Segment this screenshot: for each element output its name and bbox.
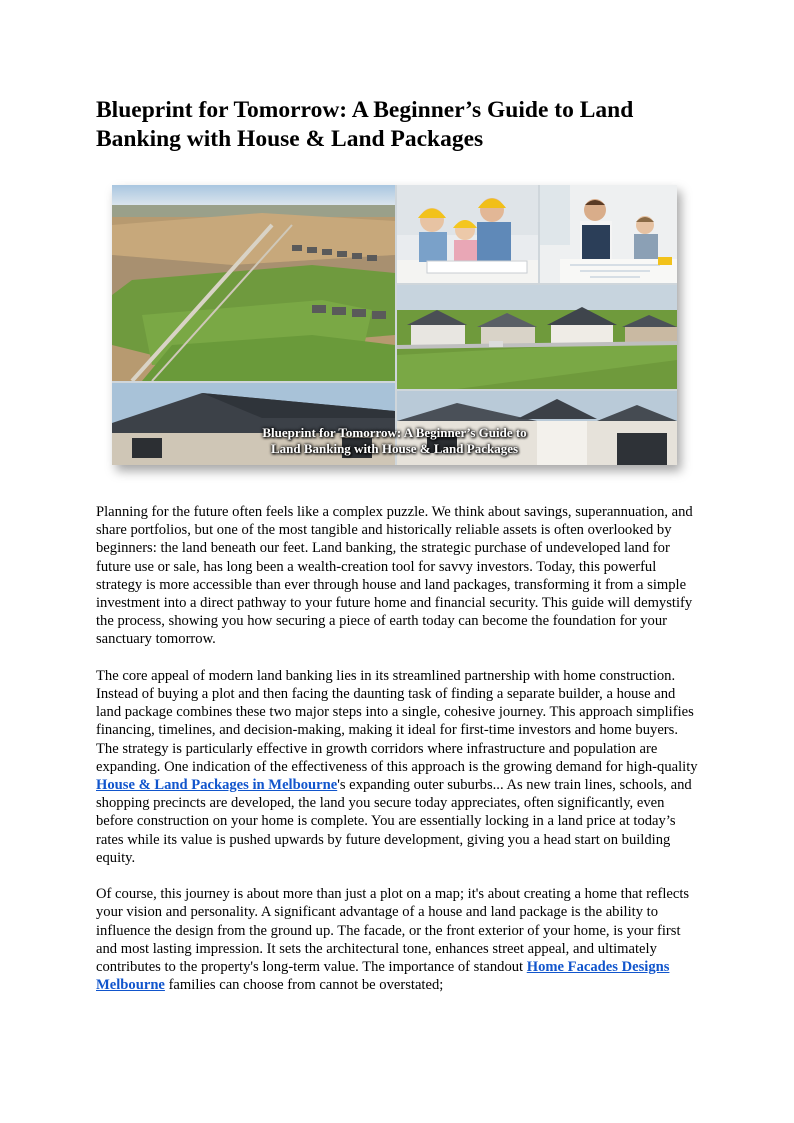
- paragraph-core-appeal: [96, 667, 702, 867]
- paragraph-intro: Planning for the future often feels like a complex puzzle. We think about savings, superannuation, and share portfolios, but one of the most tangible and historically reliable assets is often overlooked by beginners: the land beneath our feet. Land banking, the strategic purchase of undeveloped land for future use or sale, has long been a wealth-creation tool for savvy investors. Today, this powerful strategy is more accessible than ever through house and land packages, transforming it from a simple investment into a direct pathway to your future home and financial security. This guide will demystify the process, showing you how securing a piece of earth today can become the foundation for your sanctuary tomorrow.: [96, 504, 693, 648]
- article-body: [96, 503, 702, 1013]
- house-land-packages-link[interactable]: House & Land Packages in Melbourne: [96, 777, 338, 794]
- suburban-street-illustration: [397, 285, 677, 389]
- aerial-estate-photo: [112, 185, 395, 381]
- suburban-street-photo: [397, 285, 677, 389]
- hero-caption-line-1: Blueprint for Tomorrow: A Beginner’s Guide to: [262, 425, 527, 440]
- paragraph-facade-text-2: families can choose from cannot be overstated;: [164, 977, 444, 994]
- aerial-estate-illustration: [112, 185, 395, 381]
- paragraph-facade-text-1: Of course, this journey is about more than just a plot on a map; it's about creating a home that reflects your vision and personality. A significant advantage of a house and land package is the ability to influence the design from the ground up. The facade, or the front exterior of your home, is your first and most lasting impression. It sets the architectural tone, enhances street appeal, and ultimately contributes to the property's long-term value. The importance of standout: [96, 886, 690, 976]
- paragraph-core-appeal-text-1: The core appeal of modern land banking lies in its streamlined partnership with home construction. Instead of buying a plot and then facing the daunting task of finding a separate builder, a house and land package combines these two major steps into a single, cohesive journey. This approach simplifies financing, timelines, and decision-making, making it ideal for first-time investors and home buyers. The strategy is particularly effective in growth corridors where infrastructure and population are expanding. One indication of the effectiveness of this approach is the growing demand for high-quality: [96, 667, 698, 775]
- father-son-plans-photo: [540, 185, 677, 283]
- children-hardhats-illustration: [397, 185, 538, 283]
- home-facades-designs-link[interactable]: Home Facades Designs Melbourne: [96, 959, 670, 994]
- hero-image-collage: [112, 185, 677, 465]
- father-son-plans-illustration: [540, 185, 677, 283]
- paragraph-core-appeal-text-2: 's expanding outer suburbs... As new train lines, schools, and shopping precincts are developed, the land you secure today appreciates, often significantly, even before construction on your home is complete. You are essentially locking in a land price at today’s rates while its value is pushed upwards by future development, giving you a head start on building equity.: [96, 777, 692, 866]
- children-hardhats-photo: [397, 185, 538, 283]
- hero-caption-line-2: Land Banking with House & Land Packages: [270, 441, 519, 456]
- page-title: Blueprint for Tomorrow: A Beginner’s Guide to Land Banking with House & Land Packages: [96, 97, 634, 152]
- hero-caption: [112, 425, 677, 457]
- paragraph-facade: [96, 885, 702, 994]
